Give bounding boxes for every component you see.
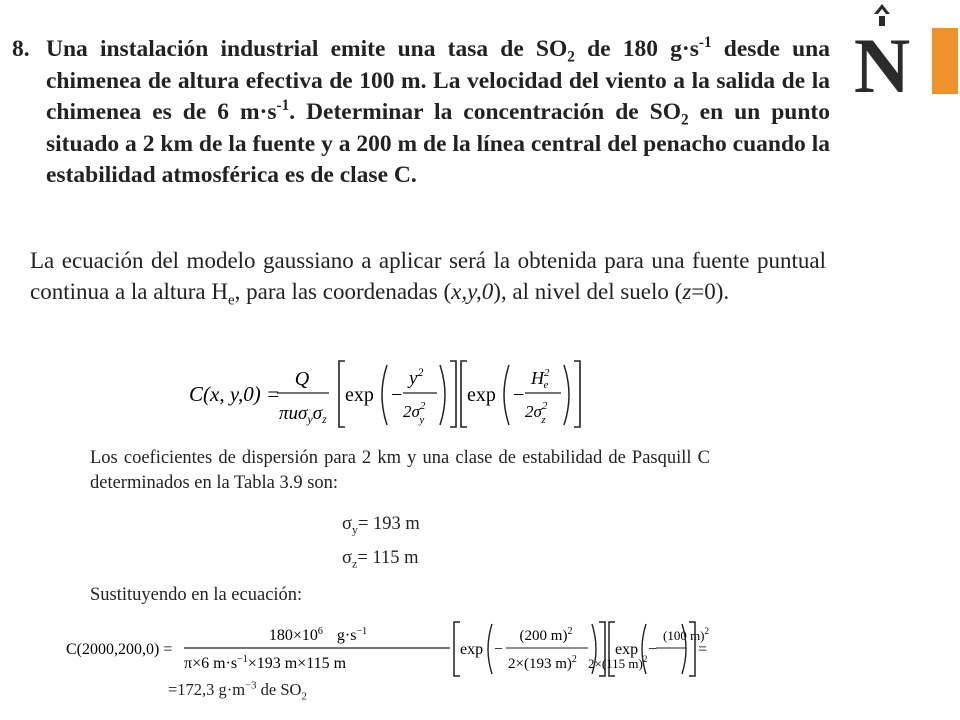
formula1-term2-num: $H^2$ e	[531, 367, 550, 391]
gaussian-formula	[185, 355, 595, 435]
formula1-term1-num: $y^2$	[409, 365, 424, 389]
formula2-denominator: π×6 $m\cdot s^{-1}\times 193$ m×115 m	[184, 654, 347, 672]
problem-text: Una instalación industrial emite una tasa de $SO_2$ de 180 $g\cdot s^{-1}$ desde una chimenea de altura efectiva de 100 m. La velocidad del viento a la salida de la chimenea es de 6 $m\cdot s^{-1}$. Determinar la concentración de $SO_2$ en un punto situado a 2 km de la fuente y a 200 m de la línea central del penacho cuando la estabilidad atmosférica es de clase C.	[46, 34, 830, 188]
substitution-label: Sustituyendo en la ecuación:	[90, 585, 303, 605]
problem-statement	[12, 34, 830, 192]
formula2-term1-num: (200 m)$^2$	[519, 626, 573, 644]
formula2-term1-den: 2×(193 m)$^2$	[508, 654, 577, 672]
logo-accent-bar	[932, 28, 958, 94]
formula2-exp1: exp	[460, 641, 484, 658]
formula2-minus1: −	[494, 641, 504, 658]
formula2-lhs: C(2000,200,0) =	[66, 641, 173, 658]
formula1-denominator: $\pi u\sigma_y\sigma_z$	[279, 403, 327, 426]
logo-mark	[832, 0, 960, 110]
coefficients-paragraph: Los coeficientes de dispersión para 2 km y una clase de estabilidad de Pasquill C determinados en la Tabla 3.9 son:	[90, 448, 710, 493]
problem-number: 8.	[12, 36, 30, 62]
formula1-term1-den: $2\sigma^2$ y	[403, 400, 426, 426]
formula2-numerator: $180\times 10^6$ $g\cdot s^{-1}$	[268, 626, 368, 644]
logo-caret-icon	[874, 4, 890, 14]
formula1-minus1: −	[391, 384, 403, 406]
formula2-term2-num: (100 m)$^2$	[662, 626, 710, 643]
formula2-equals: =	[698, 641, 708, 658]
logo-letter: N	[853, 22, 911, 109]
formula2-exp2: exp	[615, 641, 639, 658]
sigma-z-line: $\sigma_z= 115$ m	[342, 548, 419, 571]
formula2-term2-den: 2×(115 m)$^2$	[588, 654, 648, 671]
result-line: =172,3 $g\cdot m^{-3}$ de $SO_2$	[168, 679, 307, 703]
intro-paragraph: La ecuación del modelo gaussiano a aplicar será la obtenida para una fuente puntual continua a la altura $H_e$, para las coordenadas (x,y,0), al nivel del suelo (z=0).	[30, 248, 826, 309]
formula1-lhs: C(x, y,0) =	[189, 382, 281, 406]
formula1-term2-den: $2\sigma^2$ z	[525, 400, 548, 426]
formula1-exp2: exp	[467, 384, 496, 406]
formula1-minus2: −	[513, 384, 525, 406]
formula1-exp1: exp	[345, 384, 374, 406]
logo	[832, 0, 960, 110]
formula1-numerator: Q	[294, 368, 310, 390]
sigma-y-line: $\sigma_y= 193$ m	[342, 514, 420, 537]
formula2-minus2: −	[648, 641, 658, 658]
